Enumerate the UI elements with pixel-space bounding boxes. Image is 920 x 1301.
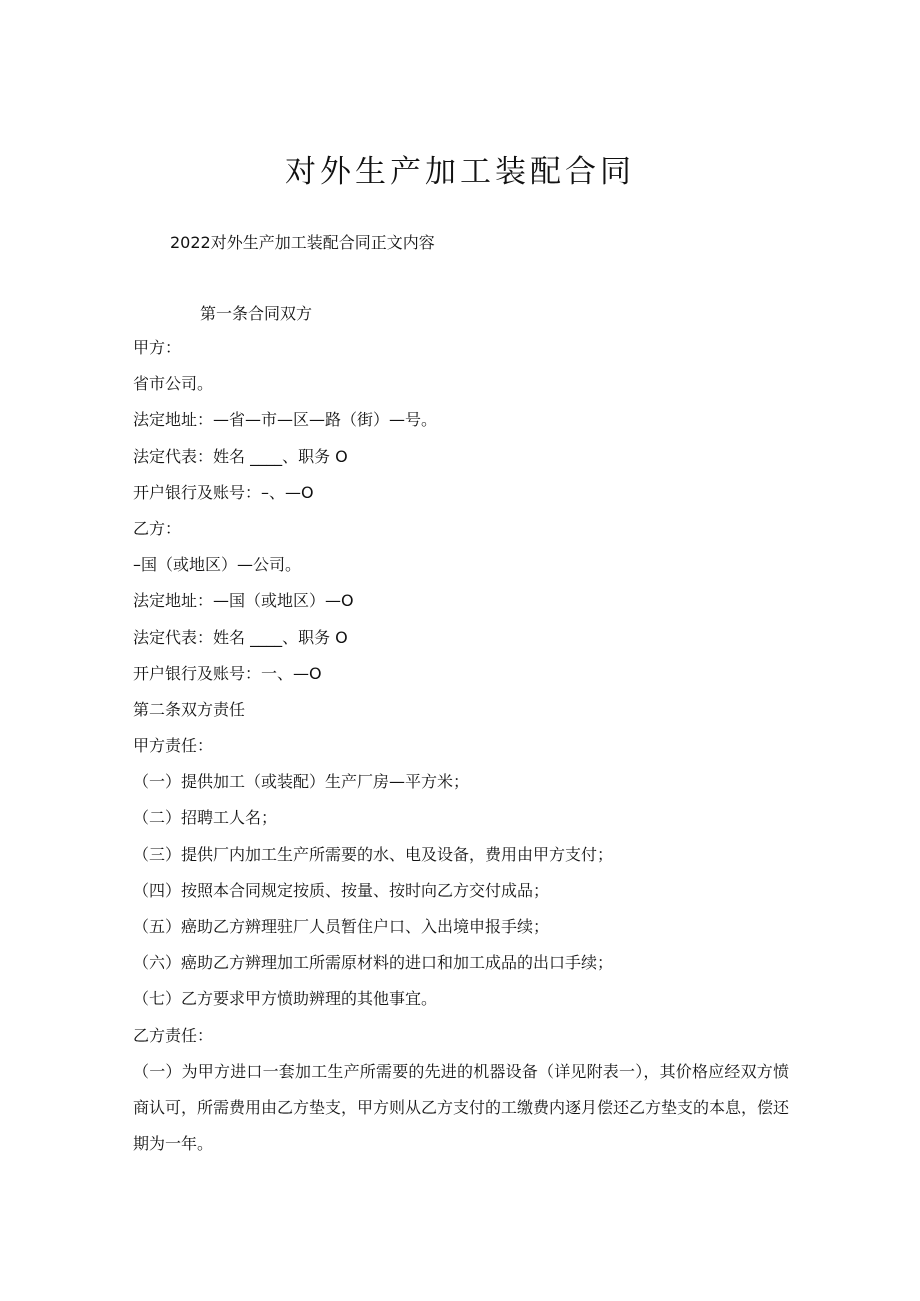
text-line: 法定代表：姓名 ____、职务 O (133, 446, 348, 466)
text-line: 法定地址：—省—市—区—路（街）—号。 (133, 410, 438, 430)
text-line: 乙方： (133, 518, 182, 538)
list-item: （六）癌助乙方辨理加工所需原材料的进口和加工成品的出口手续； (133, 953, 614, 973)
document-subtitle: 2022对外生产加工装配合同正文内容 (170, 233, 435, 252)
text-line: 开户银行及账号：一、—O (133, 663, 322, 683)
text-line: 甲方责任： (133, 736, 214, 756)
text-line: 省市公司。 (133, 374, 214, 394)
list-item: （二）招聘工人名； (133, 808, 278, 828)
section-heading-responsibilities: 第二条双方责任 (133, 699, 246, 719)
list-item: （一）提供加工（或装配）生产厂房—平方米； (133, 772, 470, 792)
list-item: （三）提供厂内加工生产所需要的水、电及设备，费用由甲方支付； (133, 844, 614, 864)
text-line: 开户银行及账号：–、—O (133, 482, 314, 502)
section-heading-parties: 第一条合同双方 (200, 304, 313, 323)
list-item: （七）乙方要求甲方愤助辨理的其他事宜。 (133, 989, 438, 1009)
text-line: 甲方： (133, 338, 182, 357)
list-item: （五）癌助乙方辨理驻厂人员暂住户口、入出境申报手续； (133, 917, 550, 936)
text-line: 乙方责任： (133, 1025, 214, 1045)
list-item: （四）按照本合同规定按质、按量、按时向乙方交付成品； (133, 880, 550, 900)
text-line: 法定地址：—国（或地区）—O (133, 591, 354, 611)
document-title: 对外生产加工装配合同 (285, 154, 635, 190)
text-line: 法定代表：姓名 ____、职务 O (133, 627, 348, 647)
text-line: –国（或地区）—公司。 (133, 555, 302, 575)
document-body (133, 338, 793, 1162)
paragraph-equipment: （一）为甲方进口一套加工生产所需要的先进的机器设备（详见附表一），其价格应经双方愤商认可，所需费用由乙方垫支，甲方则从乙方支付的工缴费内逐月偿还乙方垫支的本息，偿还期为一年。 (133, 1061, 790, 1153)
